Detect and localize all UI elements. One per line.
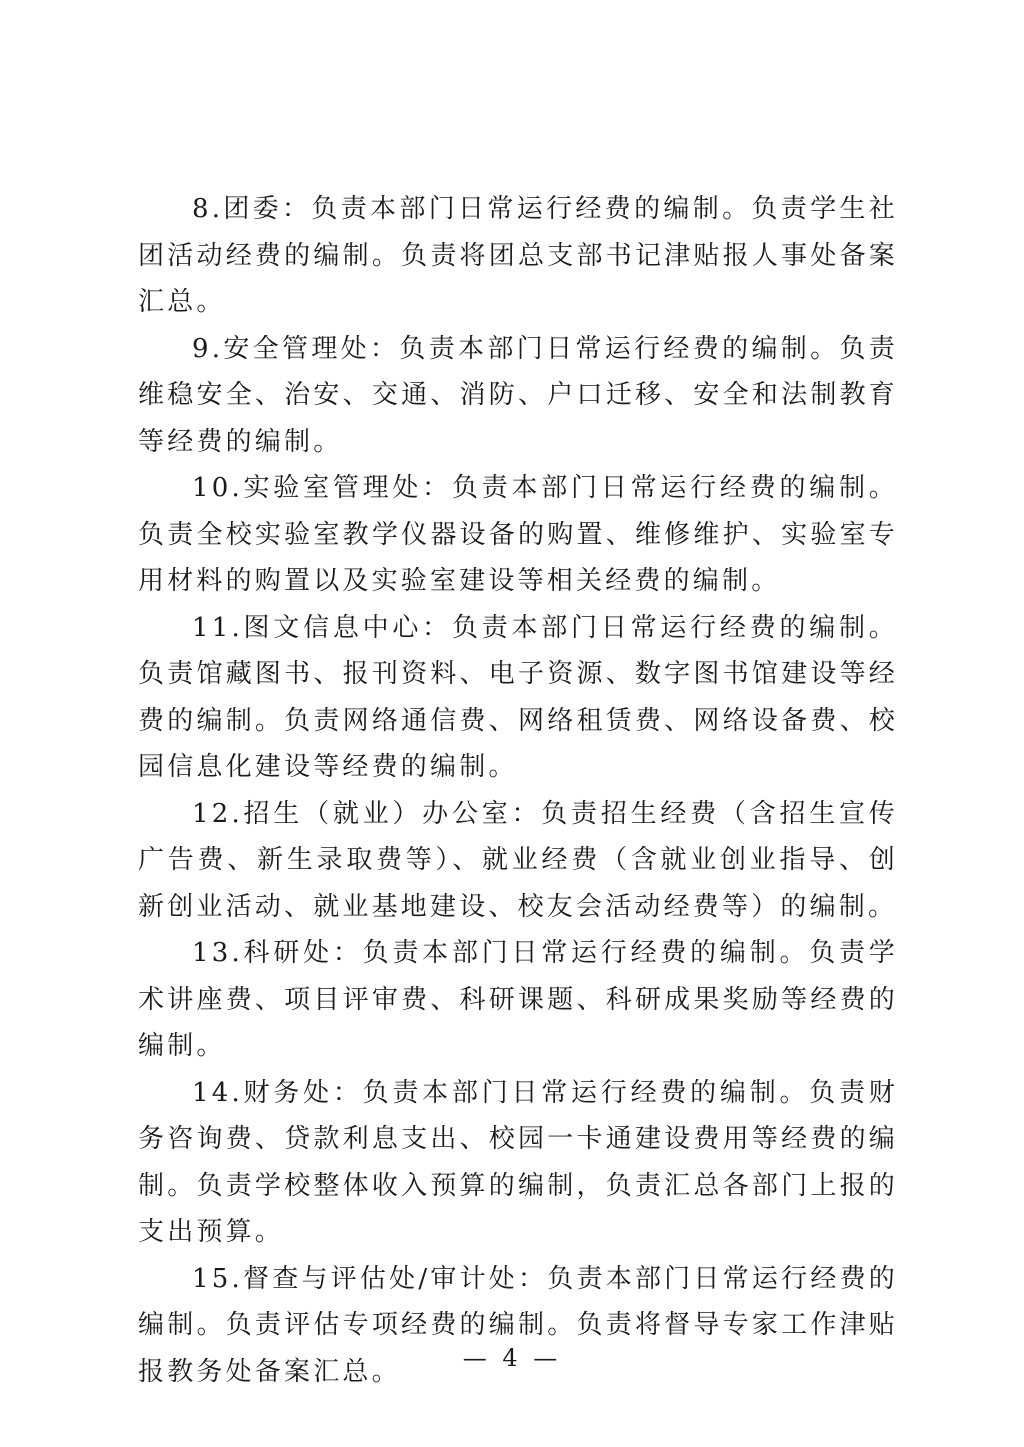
paragraph-item-10: 10.实验室管理处：负责本部门日常运行经费的编制。负责全校实验室教学仪器设备的购置、维修维护、实验室专用材料的购置以及实验室建设等相关经费的编制。 [138,473,898,596]
document-body [138,186,898,1395]
paragraph-item-12: 12.招生（就业）办公室：负责招生经费（含招生宣传广告费、新生录取费等）、就业经费（含就业创业指导、创新创业活动、就业基地建设、校友会活动经费等）的编制。 [138,798,898,922]
paragraph-item-9: 9.安全管理处：负责本部门日常运行经费的编制。负责维稳安全、治安、交通、消防、户口迁移、安全和法制教育等经费的编制。 [138,333,898,457]
paragraph-item-13: 13.科研处：负责本部门日常运行经费的编制。负责学术讲座费、项目评审费、科研课题、科研成果奖励等经费的编制。 [138,938,898,1061]
paragraph-item-15: 15.督查与评估处/审计处：负责本部门日常运行经费的编制。负责评估专项经费的编制。负责将督导专家工作津贴报教务处备案汇总。 [138,1263,898,1387]
paragraph-item-14: 14.财务处：负责本部门日常运行经费的编制。负责财务咨询费、贷款利息支出、校园一卡通建设费用等经费的编制。负责学校整体收入预算的编制，负责汇总各部门上报的支出预算。 [138,1077,898,1247]
paragraph-item-11: 11.图文信息中心：负责本部门日常运行经费的编制。负责馆藏图书、报刊资料、电子资源、数字图书馆建设等经费的编制。负责网络通信费、网络租赁费、网络设备费、校园信息化建设等经费的编制。 [138,612,898,782]
paragraph-item-8: 8.团委：负责本部门日常运行经费的编制。负责学生社团活动经费的编制。负责将团总支部书记津贴报人事处备案汇总。 [138,194,898,317]
page-number: — 4 — [462,1344,562,1372]
